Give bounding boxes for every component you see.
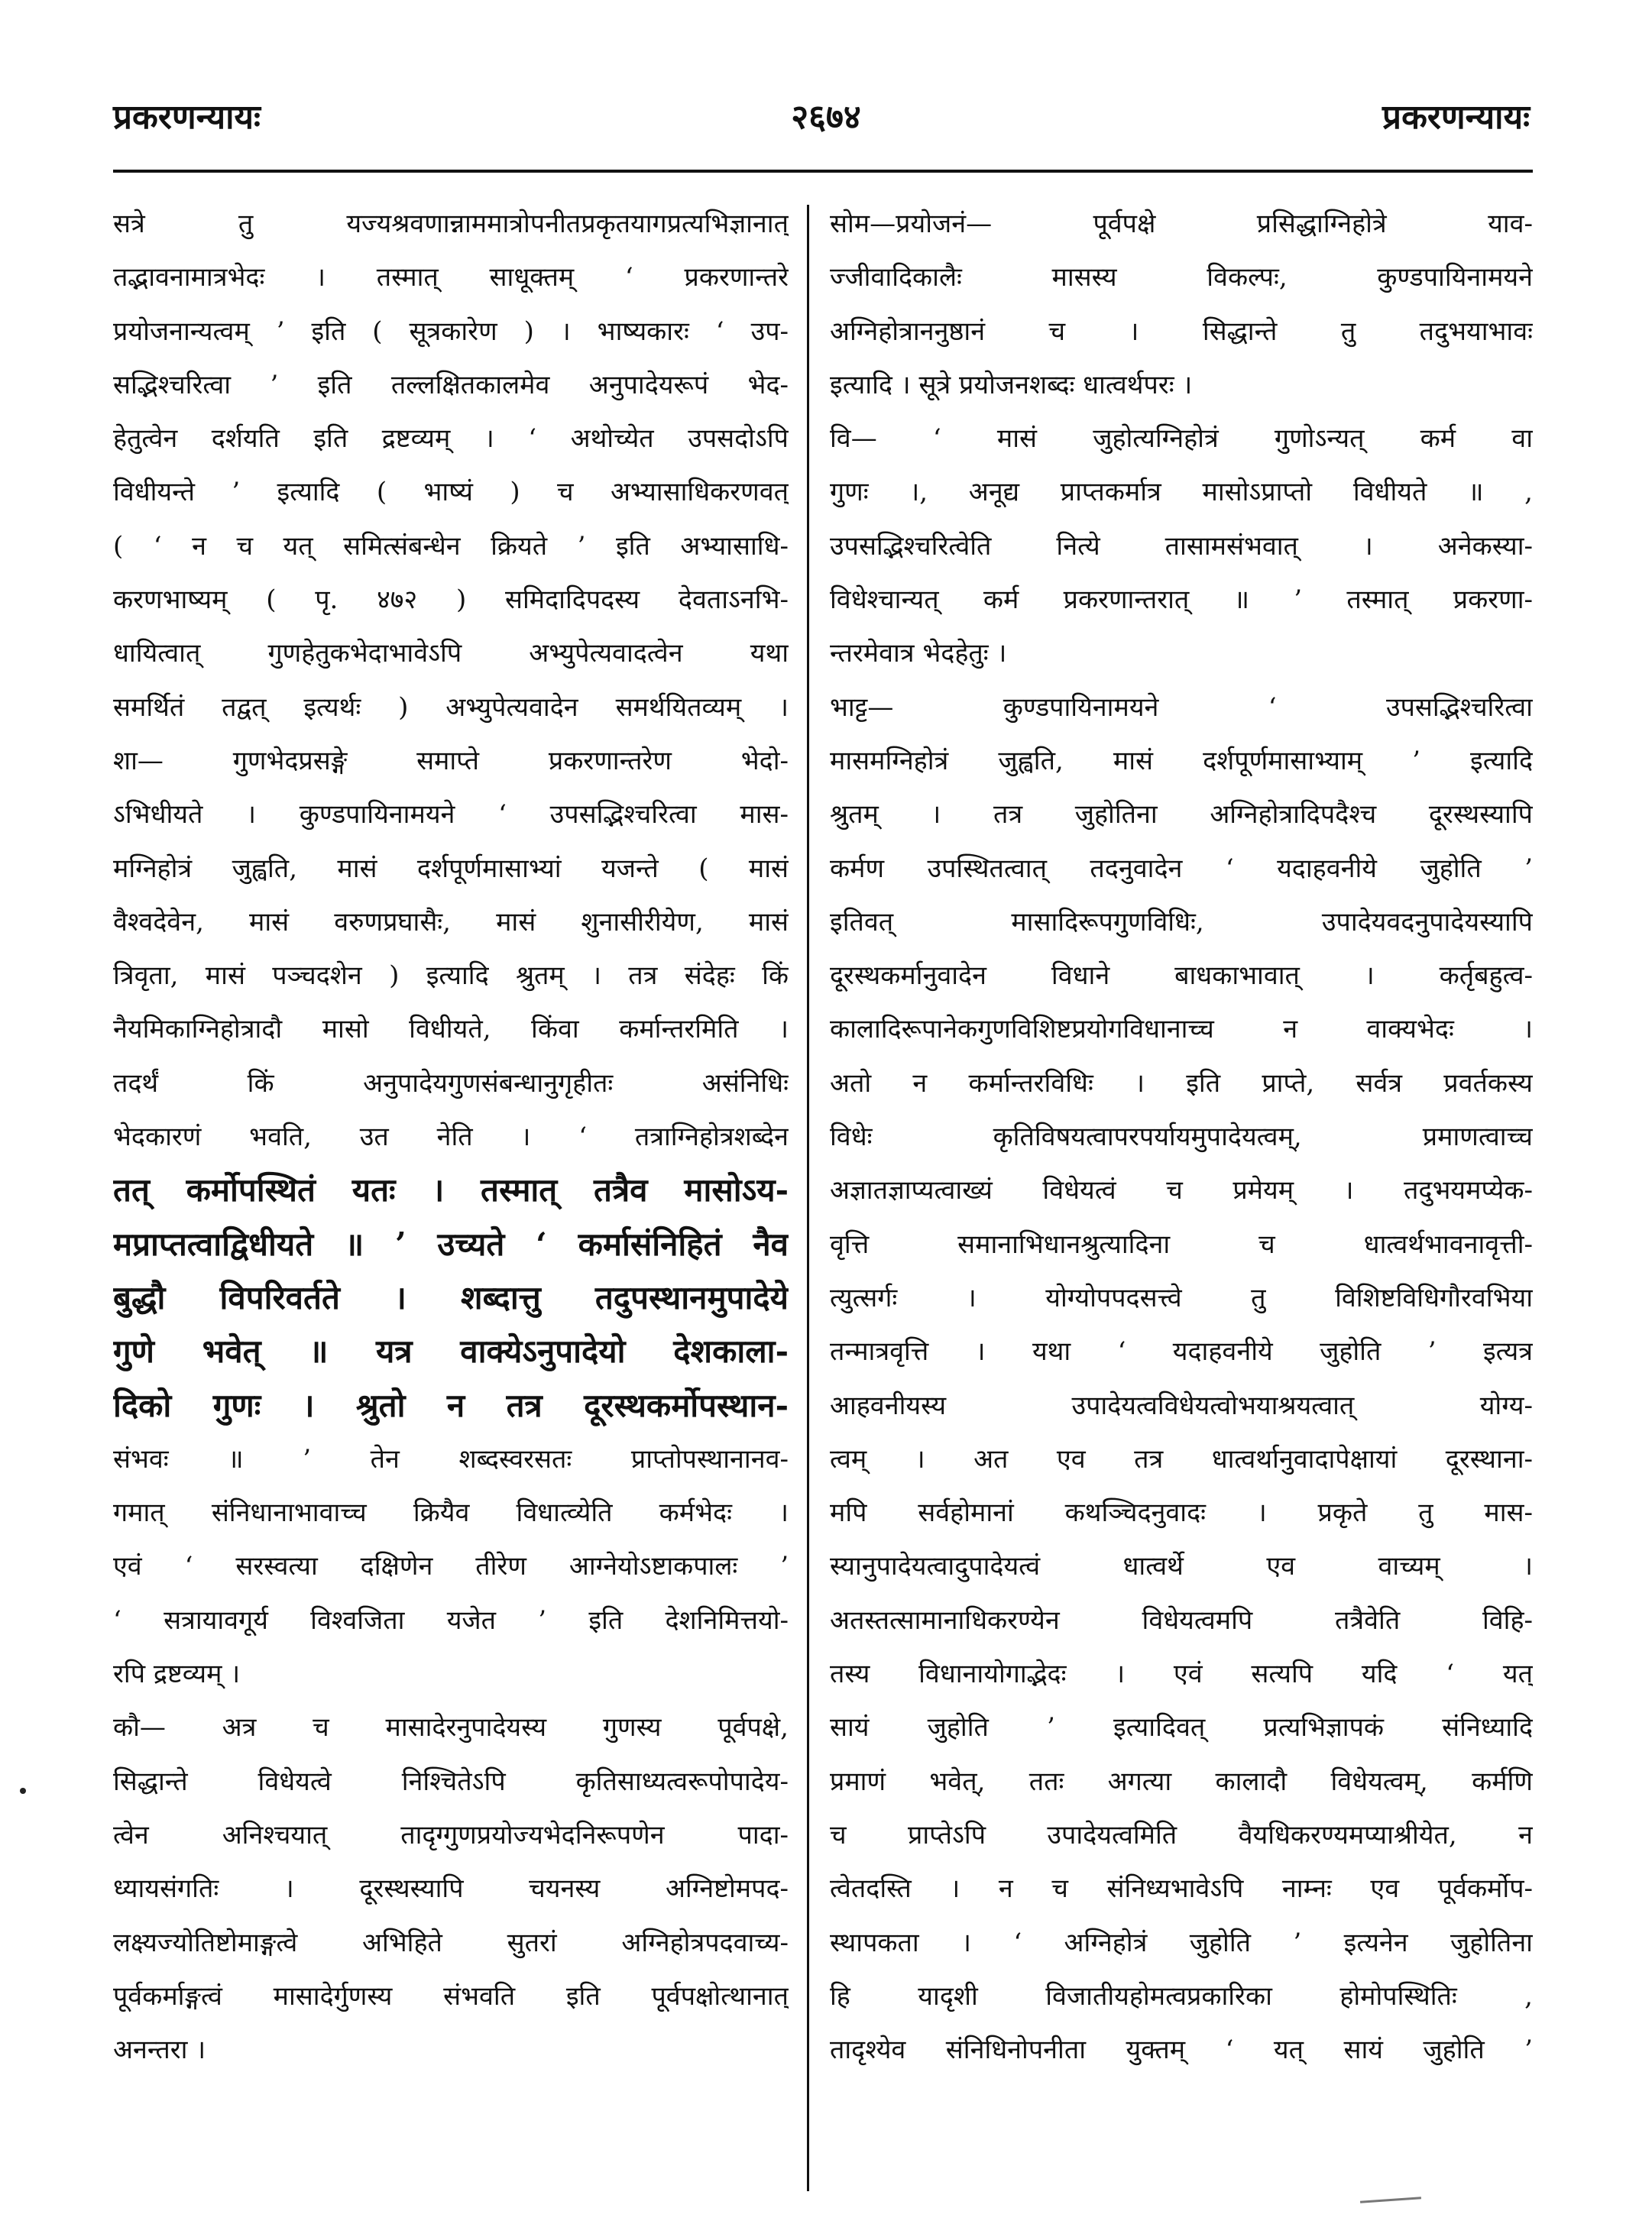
- text-line: त्रिवृता, मासं पञ्चदशेन ) इत्यादि श्रुतम् । तत्र संदेहः किं: [113, 960, 789, 992]
- text-line: च प्राप्तेऽपि उपादेयत्वमिति वैयधिकरण्यमप्याश्रीयेत, न: [830, 1819, 1533, 1850]
- text-line: श्रुतम् । तत्र जुहोतिना अग्निहोत्रादिपदैश्च दूरस्थस्यापि: [830, 799, 1533, 830]
- margin-speck: [20, 1788, 26, 1794]
- text-line: विधेश्चान्यत् कर्म प्रकरणान्तरात् ॥ ’ तस्मात् प्रकरणा-: [830, 584, 1533, 616]
- text-line: तत् कर्मोपस्थितं यतः । तस्मात् तत्रैव मासोऽय-: [113, 1171, 789, 1209]
- text-line: त्वम् । अत एव तत्र धात्वर्थानुवादापेक्षायां दूरस्थाना-: [830, 1443, 1533, 1475]
- text-line: भाट्ट— कुण्डपायिनामयने ‘ उपसद्भिश्चरित्वा: [830, 691, 1533, 723]
- text-line: तादृश्येव संनिधिनोपनीता युक्तम् ‘ यत् सायं जुहोति ’: [830, 2035, 1533, 2066]
- text-line: ऽभिधीयते । कुण्डपायिनामयने ‘ उपसद्भिश्चरित्वा मास-: [113, 799, 789, 830]
- header-rule: [113, 170, 1533, 173]
- text-line: तस्य विधानायोगाद्भेदः । एवं सत्यपि यदि ‘ यत्: [830, 1659, 1533, 1690]
- text-line: कौ— अत्र च मासादेरनुपादेयस्य गुणस्य पूर्वपक्षे,: [113, 1712, 789, 1743]
- text-line: अतस्तत्सामानाधिकरण्येन विधेयत्वमपि तत्रैवेति विहि-: [830, 1604, 1533, 1636]
- text-line: गुणे भवेत् ॥ यत्र वाक्येऽनुपादेयो देशकाला-: [113, 1332, 789, 1371]
- text-line: वृत्ति समानाभिधानश्रुत्यादिना च धात्वर्थभावनावृत्ती-: [830, 1229, 1533, 1260]
- text-line: सद्भिश्चरित्वा ’ इति तल्लक्षितकालमेव अनुपादेयरूपं भेद-: [113, 369, 789, 400]
- text-line: त्युत्सर्गः । योग्योपपदसत्त्वे तु विशिष्टविधिगौरवभिया: [830, 1282, 1533, 1313]
- text-line: स्यानुपादेयत्वादुपादेयत्वं धात्वर्थे एव वाच्यम् ।: [830, 1551, 1533, 1582]
- text-line: तद्भावनामात्रभेदः । तस्मात् साधूक्तम् ‘ प्रकरणान्तरे: [113, 262, 789, 293]
- text-line: अतो न कर्मान्तरविधिः । इति प्राप्ते, सर्वत्र प्रवर्तकस्य: [830, 1067, 1533, 1099]
- text-line: शा— गुणभेदप्रसङ्गे समाप्ते प्रकरणान्तरेण भेदो-: [113, 745, 789, 776]
- text-line: कालादिरूपानेकगुणविशिष्टप्रयोगविधानाच्च न वाक्यभेदः ।: [830, 1014, 1533, 1045]
- running-header-left: प्रकरणन्यायः: [113, 98, 261, 137]
- text-line: मप्राप्तत्वाद्विधीयते ॥ ’ उच्यते ‘ कर्मासंनिहितं नैव: [113, 1225, 789, 1263]
- text-line: त्वेन अनिश्चयात् तादृग्गुणप्रयोज्यभेदनिरूपणेन पादा-: [113, 1819, 789, 1850]
- text-line: वि— ‘ मासं जुहोत्यग्निहोत्रं गुणोऽन्यत् कर्म वा: [830, 423, 1533, 455]
- text-line: दिको गुणः । श्रुतो न तत्र दूरस्थकर्मोपस्थान-: [113, 1386, 789, 1424]
- text-line: संभवः ॥ ’ तेन शब्दस्वरसतः प्राप्तोपस्थानानव-: [113, 1443, 789, 1475]
- text-line: हि यादृशी विजातीयहोमत्वप्रकारिका होमोपस्थितिः ,: [830, 1980, 1533, 2012]
- text-line: गमात् संनिधानाभावाच्च क्रियैव विधात्व्येति कर्मभेदः ।: [113, 1497, 789, 1529]
- text-line: सिद्धान्ते विधेयत्वे निश्चितेऽपि कृतिसाध्यत्वरूपोपादेय-: [113, 1766, 789, 1797]
- text-line: इतिवत् मासादिरूपगुणविधिः, उपादेयवदनुपादेयस्यापि: [830, 906, 1533, 937]
- text-line: पूर्वकर्माङ्गत्वं मासादेर्गुणस्य संभवति इति पूर्वपक्षोत्थानात्: [113, 1980, 789, 2012]
- text-line: आहवनीयस्य उपादेयत्वविधेयत्वोभयाश्रयत्वात् योग्य-: [830, 1390, 1533, 1421]
- column-divider: [807, 205, 809, 2191]
- page-number: २६७४: [791, 98, 861, 137]
- text-line: न्तरमेवात्र भेदहेतुः ।: [830, 638, 1007, 669]
- text-line: कर्मण उपस्थितत्वात् तदनुवादेन ‘ यदाहवनीये जुहोति ’: [830, 853, 1533, 884]
- text-line: धायित्वात् गुणहेतुकभेदाभावेऽपि अभ्युपेत्यवादत्वेन यथा: [113, 638, 789, 669]
- text-line: विधीयन्ते ’ इत्यादि ( भाष्यं ) च अभ्यासाधिकरणवत्: [113, 477, 789, 508]
- text-line: ‘ सत्रायावगूर्य विश्वजिता यजेत ’ इति देशनिमित्तयो-: [113, 1604, 789, 1636]
- text-line: अज्ञातज्ञाप्यत्वाख्यं विधेयत्वं च प्रमेयम् । तदुभयमप्येक-: [830, 1175, 1533, 1206]
- text-line: उपसद्भिश्चरित्वेति नित्ये तासामसंभवात् । अनेकस्या-: [830, 530, 1533, 562]
- text-line: सोम—प्रयोजनं— पूर्वपक्षे प्रसिद्धाग्निहोत्रे याव-: [830, 209, 1533, 239]
- margin-scribble: [1360, 2197, 1421, 2203]
- running-header-right: प्रकरणन्यायः: [1382, 98, 1530, 137]
- text-line: बुद्धौ विपरिवर्तते । शब्दात्तु तदुपस्थानमुपादेये: [113, 1278, 789, 1316]
- left-column: [113, 197, 789, 2077]
- text-line: प्रयोजनान्यत्वम् ’ इति ( सूत्रकारेण ) । भाष्यकारः ‘ उप-: [113, 316, 789, 347]
- text-line: गुणः ।, अनूद्य प्राप्तकर्मात्र मासोऽप्राप्तो विधीयते ॥ ,: [830, 477, 1533, 508]
- text-line: करणभाष्यम् ( पृ. ४७२ ) समिदादिपदस्य देवताऽनभि-: [113, 584, 789, 616]
- text-line: सायं जुहोति ’ इत्यादिवत् प्रत्यभिज्ञापकं संनिध्यादि: [830, 1712, 1533, 1743]
- text-line: रपि द्रष्टव्यम् ।: [113, 1659, 241, 1690]
- text-line: समर्थितं तद्वत् इत्यर्थः ) अभ्युपेत्यवादेन समर्थयितव्यम् ।: [113, 691, 789, 723]
- text-line: हेतुत्वेन दर्शयति इति द्रष्टव्यम् । ‘ अथोच्येत उपसदोऽपि: [113, 423, 789, 455]
- text-line: अनन्तरा ।: [113, 2035, 206, 2066]
- text-line: त्वेतदस्ति । न च संनिध्यभावेऽपि नाम्नः एव पूर्वकर्मोप-: [830, 1873, 1533, 1905]
- text-line: तदर्थं किं अनुपादेयगुणसंबन्धानुगृहीतः असंनिधिः: [113, 1067, 789, 1099]
- text-line: सत्रे तु यज्यश्रवणान्नाममात्रोपनीतप्रकृतयागप्रत्यभिज्ञानात्: [113, 209, 789, 239]
- text-line: विधेः कृतिविषयत्वापरपर्यायमुपादेयत्वम्, प्रमाणत्वाच्च: [830, 1122, 1533, 1153]
- text-line: मग्निहोत्रं जुह्वति, मासं दर्शपूर्णमासाभ्यां यजन्ते ( मासं: [113, 853, 789, 884]
- text-line: मासमग्निहोत्रं जुह्वति, मासं दर्शपूर्णमासाभ्याम् ’ इत्यादि: [830, 745, 1533, 776]
- text-line: वैश्वदेवेन, मासं वरुणप्रघासैः, मासं शुनासीरीयेण, मासं: [113, 906, 789, 937]
- text-line: ज्जीवादिकालैः मासस्य विकल्पः, कुण्डपायिनामयने: [830, 262, 1533, 293]
- text-line: मपि सर्वहोमानां कथञ्चिदनुवादः । प्रकृते तु मास-: [830, 1497, 1533, 1529]
- text-line: दूरस्थकर्मानुवादेन विधाने बाधकाभावात् । कर्तृबहुत्व-: [830, 960, 1533, 992]
- text-line: स्थापकता । ‘ अग्निहोत्रं जुहोति ’ इत्यनेन जुहोतिना: [830, 1927, 1533, 1958]
- text-line: भेदकारणं भवति, उत नेति । ‘ तत्राग्निहोत्रशब्देन: [113, 1122, 789, 1153]
- text-line: अग्निहोत्राननुष्ठानं च । सिद्धान्ते तु तदुभयाभावः: [830, 316, 1533, 347]
- text-line: नैयमिकाग्निहोत्रादौ मासो विधीयते, किंवा कर्मान्तरमिति ।: [113, 1014, 789, 1045]
- right-column: [830, 197, 1533, 2077]
- text-line: ( ‘ न च यत् समित्संबन्धेन क्रियते ’ इति अभ्यासाधि-: [113, 530, 789, 562]
- text-line: इत्यादि । सूत्रे प्रयोजनशब्दः धात्वर्थपरः ।: [830, 369, 1193, 400]
- text-line: एवं ‘ सरस्वत्या दक्षिणेन तीरेण आग्नेयोऽष्टाकपालः ’: [113, 1551, 789, 1582]
- text-line: तन्मात्रवृत्ति । यथा ‘ यदाहवनीये जुहोति ’ इत्यत्र: [830, 1336, 1533, 1368]
- text-line: प्रमाणं भवेत्, ततः अगत्या कालादौ विधेयत्वम्, कर्मणि: [830, 1766, 1533, 1797]
- text-line: ध्यायसंगतिः । दूरस्थस्यापि चयनस्य अग्निष्टोमपद-: [113, 1873, 789, 1905]
- text-line: लक्ष्यज्योतिष्टोमाङ्गत्वे अभिहिते सुतरां अग्निहोत्रपदवाच्य-: [113, 1927, 789, 1958]
